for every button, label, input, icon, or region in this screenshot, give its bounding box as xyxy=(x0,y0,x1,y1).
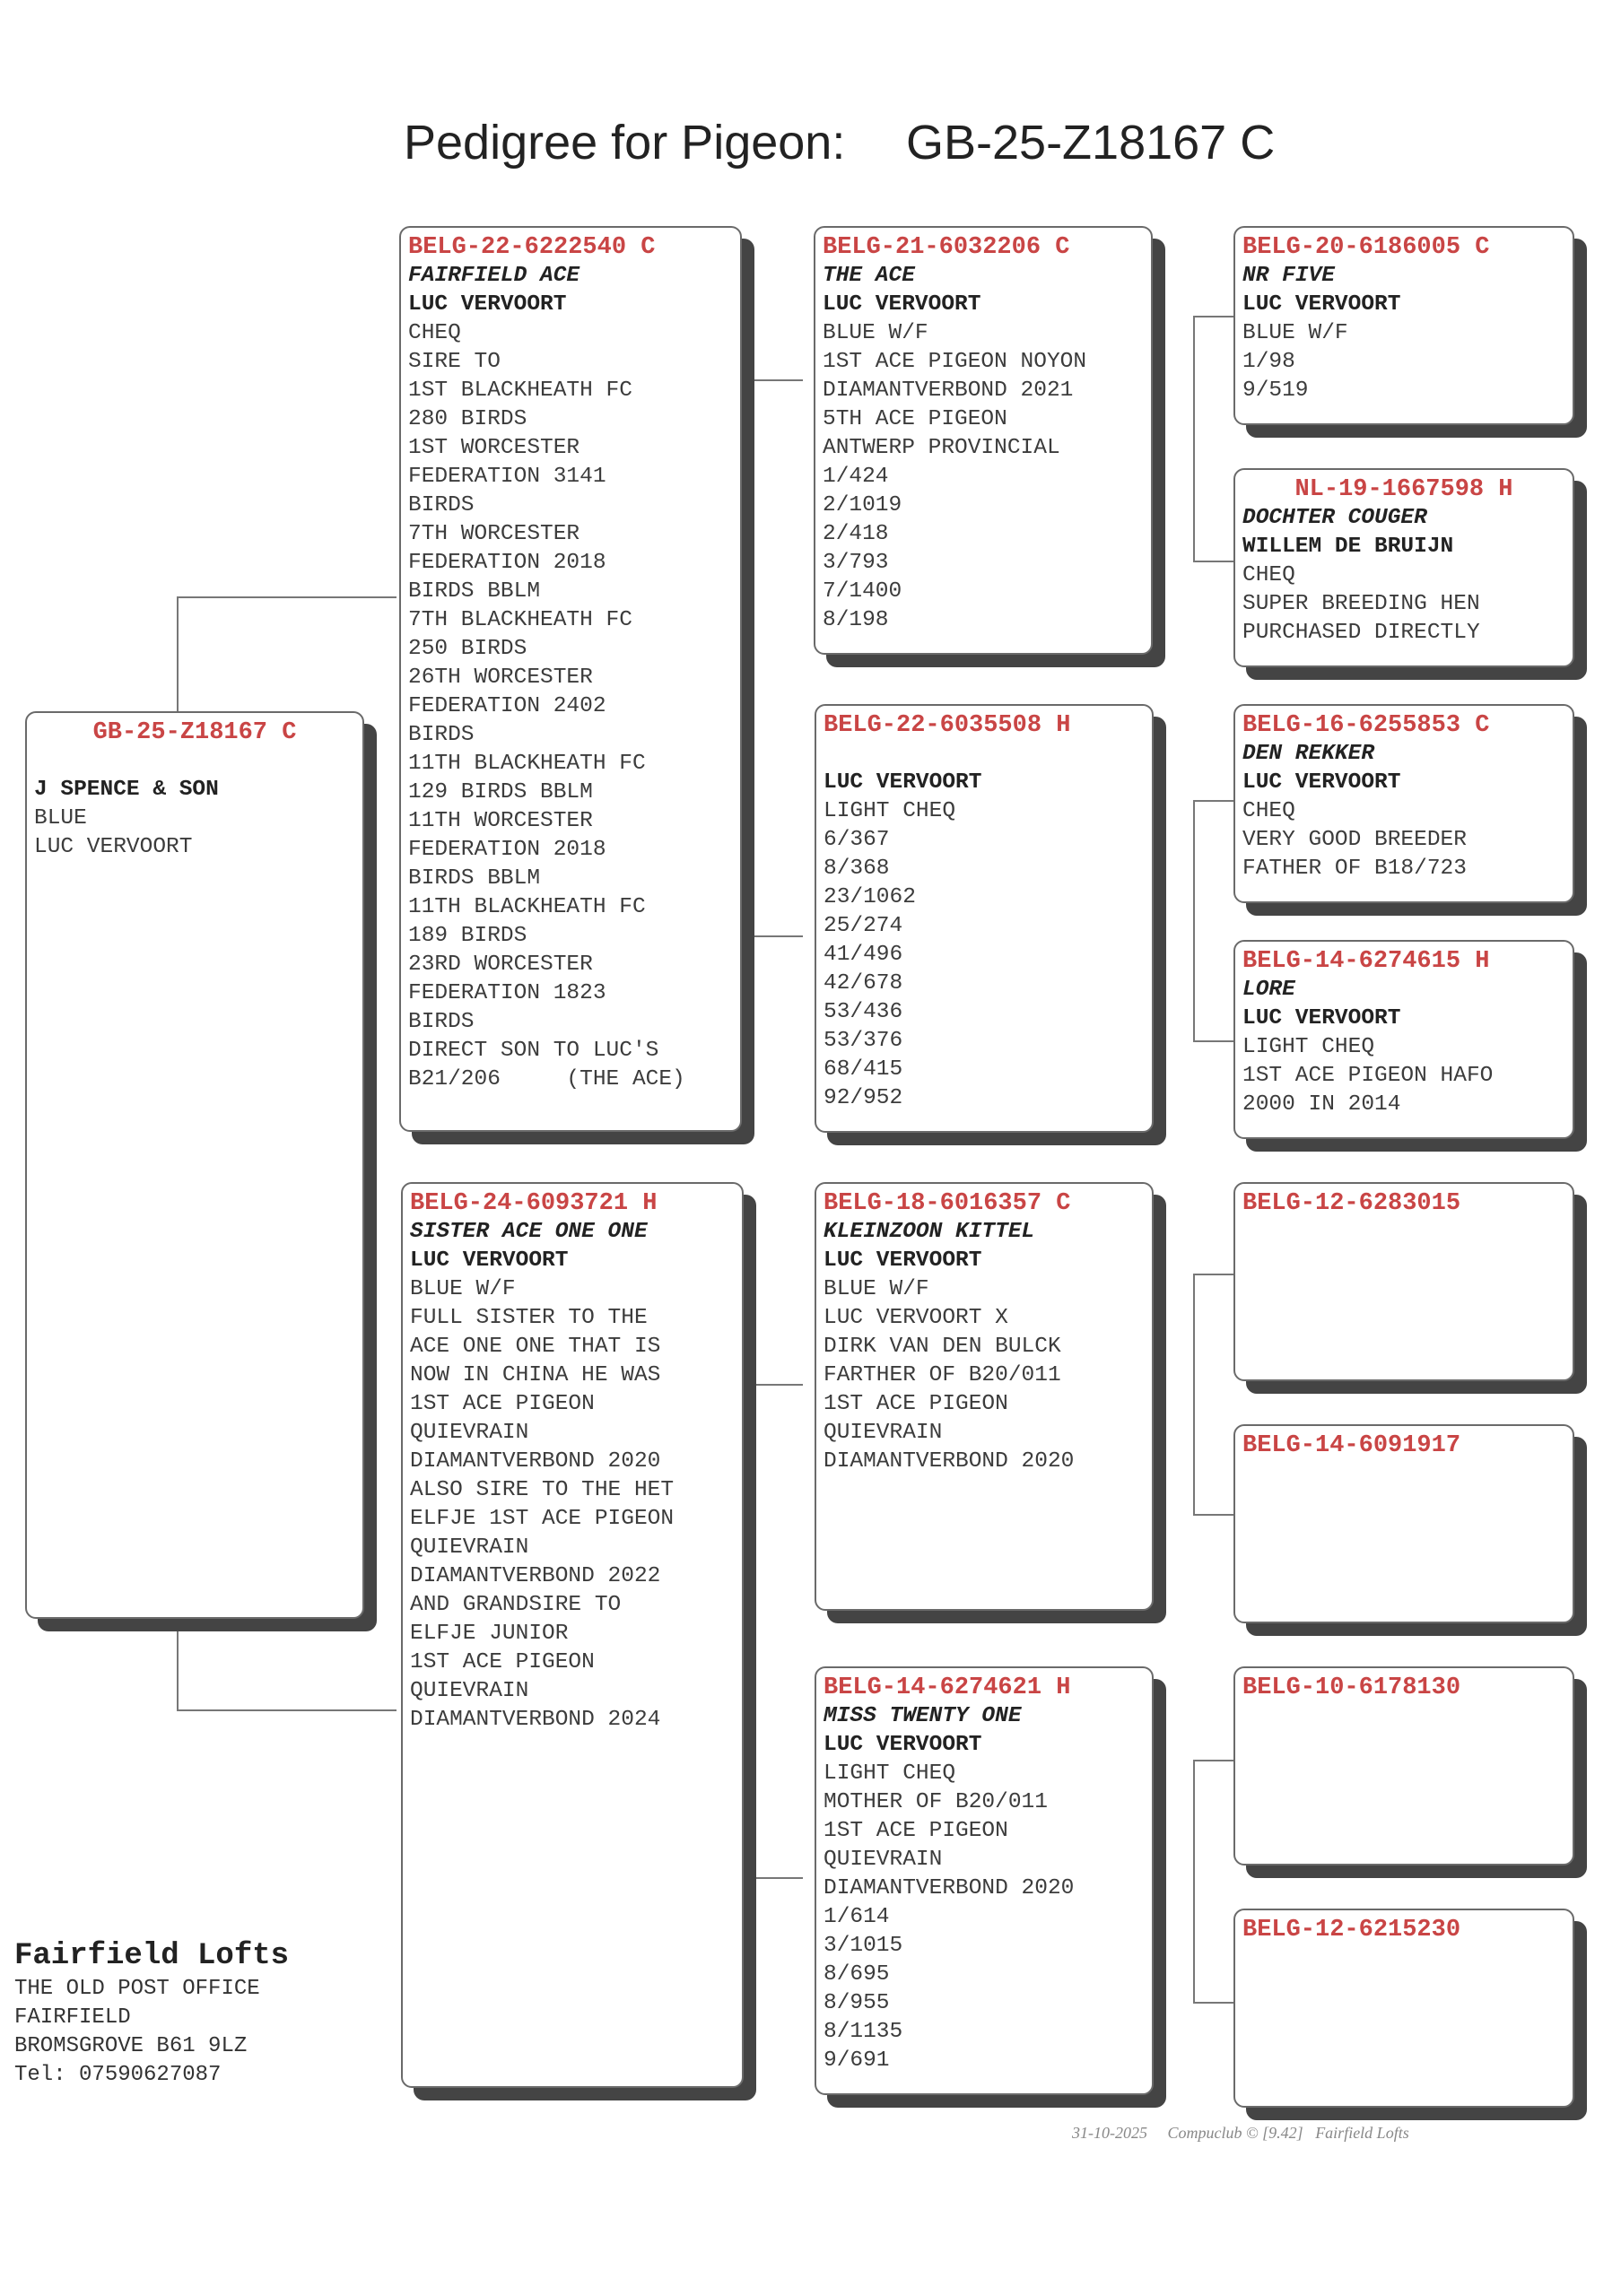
dam-dam-box xyxy=(815,1666,1154,2095)
detail-line: QUIEVRAIN xyxy=(824,1848,943,1872)
detail-line: 23/1062 xyxy=(824,885,916,909)
detail-line: 2/1019 xyxy=(823,493,902,517)
detail-line: DIAMANTVERBOND 2020 xyxy=(824,1449,1075,1474)
sire-dam-sire-box xyxy=(1233,704,1574,903)
detail-line: QUIEVRAIN xyxy=(410,1535,529,1560)
details xyxy=(1242,797,1565,883)
detail-line: 7/1400 xyxy=(823,579,902,604)
detail-line: 1ST ACE PIGEON xyxy=(410,1650,595,1674)
sire-dam-box xyxy=(815,704,1154,1133)
detail-line: 1ST ACE PIGEON HAFO xyxy=(1242,1064,1494,1088)
dam-box xyxy=(401,1182,744,2088)
ring-number: BELG-20-6186005 C xyxy=(1242,234,1490,261)
detail-line: 68/415 xyxy=(824,1057,903,1082)
detail-line: 53/376 xyxy=(824,1029,903,1053)
dam-sire-sire-box xyxy=(1233,1182,1574,1381)
ring-number: BELG-18-6016357 C xyxy=(824,1190,1071,1217)
address-line-2: FAIRFIELD xyxy=(14,2005,131,2030)
detail-line: AND GRANDSIRE TO xyxy=(410,1593,622,1617)
detail-line: 26TH WORCESTER xyxy=(408,665,593,690)
detail-line: 8/368 xyxy=(824,857,890,881)
detail-line: 129 BIRDS BBLM xyxy=(408,780,593,804)
detail-line: 7TH WORCESTER xyxy=(408,522,580,546)
page-title-ring: GB-25-Z18167 C xyxy=(906,116,1276,170)
detail-line: 8/695 xyxy=(824,1962,890,1987)
detail-line: FATHER OF B18/723 xyxy=(1242,857,1467,881)
print-date: 31-10-2025 xyxy=(1072,2124,1147,2142)
detail-line: 1ST WORCESTER xyxy=(408,436,580,460)
details xyxy=(823,319,1144,635)
detail-line: 1/424 xyxy=(823,465,889,489)
detail-line: BLUE W/F xyxy=(823,321,928,345)
breeder-name: LUC VERVOORT xyxy=(1242,292,1401,317)
sire-sire-sire-box xyxy=(1233,226,1574,425)
ring-number: BELG-16-6255853 C xyxy=(1242,712,1490,739)
detail-line: 5TH ACE PIGEON xyxy=(823,407,1007,431)
detail-line: FARTHER OF B20/011 xyxy=(824,1363,1061,1387)
connector xyxy=(1193,2002,1233,2004)
detail-line: 1/98 xyxy=(1242,350,1295,374)
detail-line: 53/436 xyxy=(824,1000,903,1024)
connector xyxy=(1193,561,1233,562)
connector xyxy=(1193,1760,1195,2004)
ring-number: BELG-21-6032206 C xyxy=(823,234,1070,261)
detail-line: 2000 IN 2014 xyxy=(1242,1092,1401,1117)
pigeon-name: NR FIVE xyxy=(1242,264,1335,288)
details xyxy=(1242,319,1565,405)
breeder-name: LUC VERVOORT xyxy=(823,292,981,317)
breeder-name: LUC VERVOORT xyxy=(824,1733,982,1757)
detail-line: NOW IN CHINA HE WAS xyxy=(410,1363,661,1387)
detail-line: 6/367 xyxy=(824,828,890,852)
details xyxy=(1242,1033,1565,1119)
detail-line: FEDERATION 2402 xyxy=(408,694,606,718)
pigeon-name: MISS TWENTY ONE xyxy=(824,1704,1022,1728)
detail-line: QUIEVRAIN xyxy=(410,1679,529,1703)
detail-line: 25/274 xyxy=(824,914,903,938)
connector xyxy=(1193,800,1233,802)
address-line-3: BROMSGROVE B61 9LZ xyxy=(14,2034,248,2058)
ring-number: BELG-14-6274615 H xyxy=(1242,948,1490,975)
connector xyxy=(745,379,803,381)
details xyxy=(824,1760,1145,2075)
sire-sire-dam-box xyxy=(1233,468,1574,667)
detail-line: 8/955 xyxy=(824,1991,890,2015)
breeder-name: LUC VERVOORT xyxy=(824,770,982,795)
sire-sire-box xyxy=(814,226,1153,655)
detail-line: LIGHT CHEQ xyxy=(824,1761,956,1786)
detail-line: BIRDS xyxy=(408,1010,475,1034)
connector xyxy=(1193,316,1233,317)
detail-line: BIRDS xyxy=(408,493,475,517)
connector xyxy=(745,935,803,937)
detail-line: CHEQ xyxy=(1242,799,1295,823)
loft-name: Fairfield Lofts xyxy=(14,1939,290,1973)
detail-line: 11TH WORCESTER xyxy=(408,809,593,833)
connector xyxy=(1193,1274,1195,1516)
detail-line: FEDERATION 3141 xyxy=(408,465,606,489)
color-line: BLUE xyxy=(34,806,87,831)
detail-line: 1ST ACE PIGEON xyxy=(824,1392,1008,1416)
detail-line: 42/678 xyxy=(824,971,903,996)
detail-line: ELFJE 1ST ACE PIGEON xyxy=(410,1507,675,1531)
pigeon-name: FAIRFIELD ACE xyxy=(408,264,580,288)
connector xyxy=(745,1384,803,1386)
detail-line: DIAMANTVERBOND 2024 xyxy=(410,1708,661,1732)
detail-line: 1ST BLACKHEATH FC xyxy=(408,378,632,403)
detail-line: LIGHT CHEQ xyxy=(824,799,956,823)
detail-line: 1/614 xyxy=(824,1905,890,1929)
pigeon-name xyxy=(824,740,1145,769)
breeder-name: LUC VERVOORT xyxy=(1242,1006,1401,1031)
dam-sire-box xyxy=(815,1182,1154,1611)
detail-line: CHEQ xyxy=(408,321,461,345)
pigeon-name: DEN REKKER xyxy=(1242,742,1375,766)
detail-line: SIRE TO xyxy=(408,350,501,374)
detail-line: 41/496 xyxy=(824,943,903,967)
detail-line: LUC VERVOORT X xyxy=(824,1306,1008,1330)
owner-name: J SPENCE & SON xyxy=(34,778,219,802)
telephone: Tel: 07590627087 xyxy=(14,2063,222,2087)
detail-line: DIRK VAN DEN BULCK xyxy=(824,1335,1061,1359)
detail-line: 2/418 xyxy=(823,522,889,546)
sire-dam-dam-box xyxy=(1233,940,1574,1139)
detail-line: VERY GOOD BREEDER xyxy=(1242,828,1467,852)
detail-line: DIAMANTVERBOND 2021 xyxy=(823,378,1074,403)
connector xyxy=(1193,1274,1233,1275)
detail-line: 1ST ACE PIGEON NOYON xyxy=(823,350,1087,374)
ring-number: BELG-10-6178130 xyxy=(1242,1674,1461,1701)
loft-info xyxy=(14,1937,289,2090)
detail-line: CHEQ xyxy=(1242,563,1295,587)
pigeon-name: THE ACE xyxy=(823,264,915,288)
detail-line: QUIEVRAIN xyxy=(410,1421,529,1445)
detail-line: 23RD WORCESTER xyxy=(408,952,593,977)
connector xyxy=(745,1384,746,1879)
detail-line: 1ST ACE PIGEON xyxy=(410,1392,595,1416)
breeder-name: LUC VERVOORT xyxy=(408,292,567,317)
detail-line: 280 BIRDS xyxy=(408,407,527,431)
connector xyxy=(177,596,397,598)
connector xyxy=(1193,1040,1233,1042)
detail-line: B21/206 (THE ACE) xyxy=(408,1067,685,1091)
detail-line: BLUE W/F xyxy=(1242,321,1348,345)
pigeon-name: KLEINZOON KITTEL xyxy=(824,1220,1035,1244)
dam-dam-dam-box xyxy=(1233,1909,1574,2108)
detail-line: 11TH BLACKHEATH FC xyxy=(408,752,646,776)
detail-line: ANTWERP PROVINCIAL xyxy=(823,436,1060,460)
detail-line: ELFJE JUNIOR xyxy=(410,1622,569,1646)
detail-line: 9/519 xyxy=(1242,378,1309,403)
dam-dam-sire-box xyxy=(1233,1666,1574,1866)
detail-line: DIRECT SON TO LUC'S xyxy=(408,1039,659,1063)
detail-line: FEDERATION 2018 xyxy=(408,838,606,862)
page-title-label: Pedigree for Pigeon: xyxy=(404,116,846,170)
subject-box xyxy=(25,711,364,1619)
detail-line: BLUE W/F xyxy=(824,1277,929,1301)
detail-line: FULL SISTER TO THE xyxy=(410,1306,648,1330)
detail-line: 11TH BLACKHEATH FC xyxy=(408,895,646,919)
details xyxy=(1242,561,1565,648)
detail-line: BLUE W/F xyxy=(410,1277,516,1301)
connector xyxy=(745,379,746,937)
detail-line: QUIEVRAIN xyxy=(824,1421,943,1445)
detail-line: PURCHASED DIRECTLY xyxy=(1242,621,1480,645)
address-line-1: THE OLD POST OFFICE xyxy=(14,1977,260,2001)
detail-line: ALSO SIRE TO THE HET xyxy=(410,1478,675,1502)
detail-line: 8/1135 xyxy=(824,2020,903,2044)
detail-line: MOTHER OF B20/011 xyxy=(824,1790,1048,1814)
detail-line: 3/1015 xyxy=(824,1934,903,1958)
connector xyxy=(177,1709,397,1711)
breeder-name: LUC VERVOORT xyxy=(410,1248,569,1273)
ring-number: BELG-12-6215230 xyxy=(1242,1917,1461,1944)
connector xyxy=(1193,1514,1233,1516)
sire-box xyxy=(399,226,742,1132)
detail-line: 3/793 xyxy=(823,551,889,575)
ring-number: BELG-14-6091917 xyxy=(1242,1432,1461,1459)
detail-line: 250 BIRDS xyxy=(408,637,527,661)
ring-number: BELG-24-6093721 H xyxy=(410,1190,658,1217)
detail-line: DIAMANTVERBOND 2022 xyxy=(410,1564,661,1588)
detail-line: FEDERATION 2018 xyxy=(408,551,606,575)
detail-line: 189 BIRDS xyxy=(408,924,527,948)
ring-number: GB-25-Z18167 C xyxy=(92,719,297,746)
footer-meta xyxy=(1072,2124,1409,2143)
detail-line: 8/198 xyxy=(823,608,889,632)
pigeon-name: DOCHTER COUGER xyxy=(1242,506,1427,530)
pigeon-name: LORE xyxy=(1242,978,1295,1002)
details xyxy=(824,797,1145,1113)
footer-owner: Fairfield Lofts xyxy=(1315,2124,1409,2142)
details xyxy=(410,1275,735,1735)
detail-line: FEDERATION 1823 xyxy=(408,981,606,1005)
connector xyxy=(1193,800,1195,1042)
detail-line: BIRDS xyxy=(408,723,475,747)
connector xyxy=(745,1877,803,1879)
detail-line: LIGHT CHEQ xyxy=(1242,1035,1375,1059)
detail-line: DIAMANTVERBOND 2020 xyxy=(410,1449,661,1474)
breeder-name: WILLEM DE BRUIJN xyxy=(1242,535,1454,559)
detail-line: 7TH BLACKHEATH FC xyxy=(408,608,632,632)
connector xyxy=(1193,316,1195,562)
detail-line: BIRDS BBLM xyxy=(408,866,541,891)
ring-number: BELG-22-6222540 C xyxy=(408,234,656,261)
breeder-name: LUC VERVOORT xyxy=(824,1248,982,1273)
details xyxy=(408,319,733,1094)
breeder-name: LUC VERVOORT xyxy=(1242,770,1401,795)
detail-line: ACE ONE ONE THAT IS xyxy=(410,1335,661,1359)
details xyxy=(824,1275,1145,1476)
detail-line: BIRDS BBLM xyxy=(408,579,541,604)
ring-number: BELG-14-6274621 H xyxy=(824,1674,1071,1701)
ring-number: BELG-22-6035508 H xyxy=(824,712,1071,739)
dam-sire-dam-box xyxy=(1233,1424,1574,1623)
detail-line: 1ST ACE PIGEON xyxy=(824,1819,1008,1843)
detail-line: 9/691 xyxy=(824,2048,890,2073)
ring-number: NL-19-1667598 H xyxy=(1294,476,1513,503)
detail-line: 92/952 xyxy=(824,1086,903,1110)
breeder-line: LUC VERVOORT xyxy=(34,835,193,859)
detail-line: DIAMANTVERBOND 2020 xyxy=(824,1876,1075,1900)
software-credit: Compuclub © [9.42] xyxy=(1167,2124,1303,2142)
connector xyxy=(1193,1760,1233,1761)
pigeon-name: SISTER ACE ONE ONE xyxy=(410,1220,648,1244)
detail-line: SUPER BREEDING HEN xyxy=(1242,592,1480,616)
ring-number: BELG-12-6283015 xyxy=(1242,1190,1461,1217)
